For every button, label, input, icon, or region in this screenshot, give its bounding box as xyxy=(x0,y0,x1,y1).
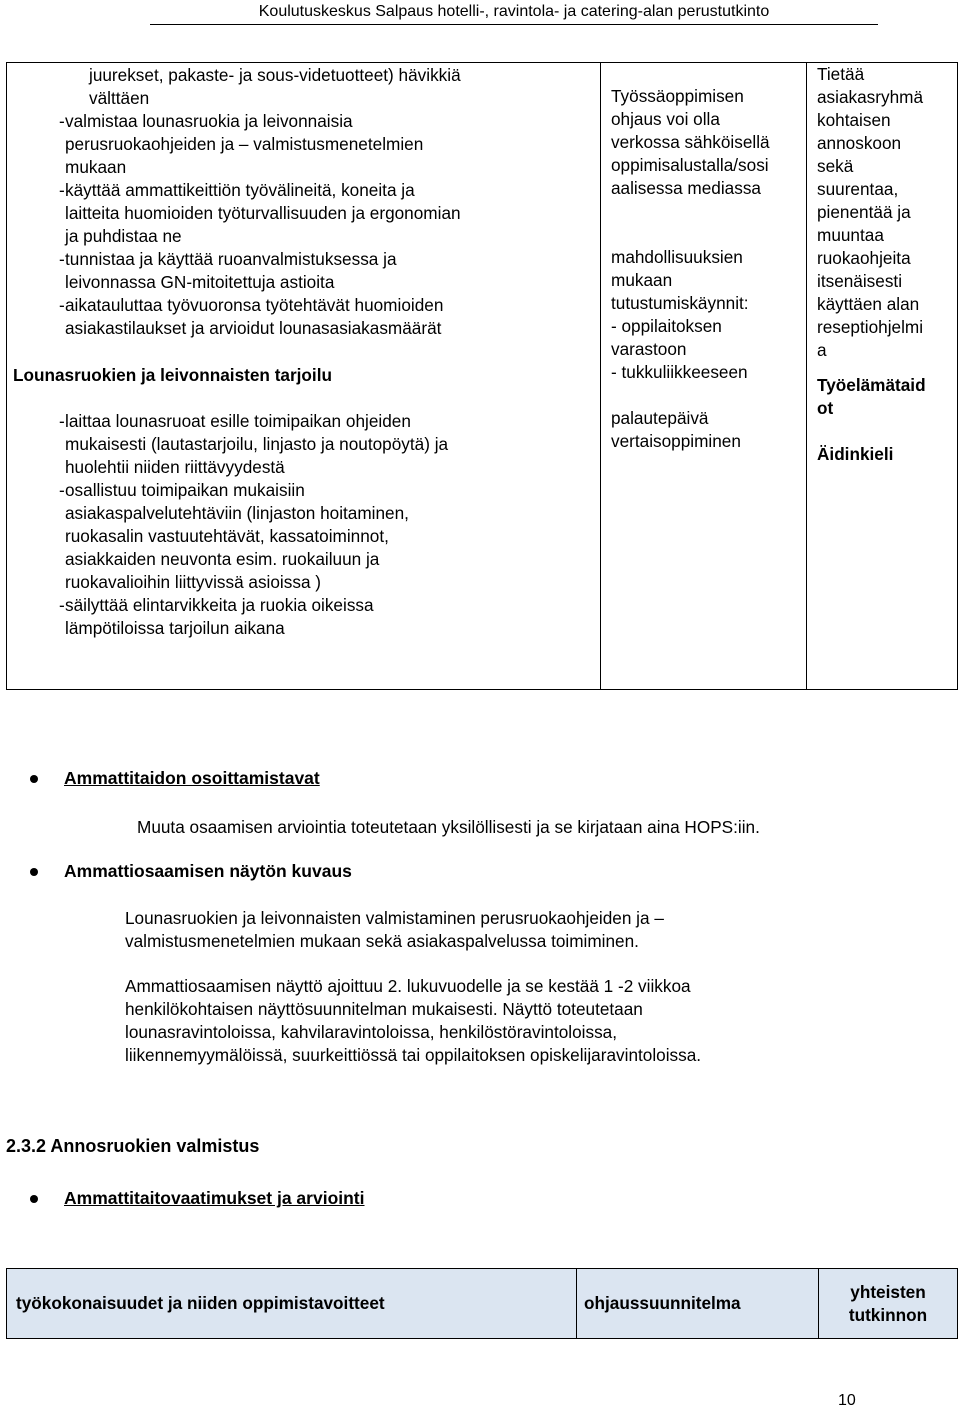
intro-text: juurekset, pakaste- ja sous-videtuotteet) hävikkiä välttäen xyxy=(89,65,461,108)
common-skills-cell xyxy=(807,63,958,690)
guidance-cell xyxy=(601,63,807,690)
list-item: - osallistuu toimipaikan mukaisiin asiakaspalvelutehtäviin (linjaston hoitaminen, ruokasalin vastuutehtävät, kassatoiminnot, asiakkaiden neuvonta esim. ruokailuun ja ruokavalioihin liittyvissä asioissa ) xyxy=(59,480,409,592)
header-cell-common: yhteisten tutkinnon xyxy=(819,1269,958,1339)
skills-block-1: Tietää asiakasryhmä kohtaisen annoskoon sekä suurentaa, pienentää ja muuntaa ruokaohjeita itsenäisesti käyttäen alan reseptiohjelmi a xyxy=(817,64,924,360)
page-header: Koulutuskeskus Salpaus hotelli-, ravintola- ja catering-alan perustutkinto xyxy=(150,0,878,25)
skills-demo-paragraph-1: Lounasruokien ja leivonnaisten valmistaminen perusruokaohjeiden ja – valmistusmenetelmien mukaan sekä asiakaspalvelussa toimiminen. xyxy=(125,908,664,951)
bullet-demonstration-methods: Ammattitaidon osoittamistavat xyxy=(30,768,320,789)
bullet-icon xyxy=(30,775,38,783)
skills-demo-paragraph-2: Ammattiosaamisen näyttö ajoittuu 2. lukuvuodelle ja se kestää 1 -2 viikkoa henkilökohtaisen näyttösuunnitelman mukaisesti. Näyttö toteutetaan lounasravintoloissa, kahvilaravintoloissa, henkilöstöravintoloissa, liikennemyymälöissä, suurkeittiössä tai oppilaitoksen opiskelijaravintoloissa. xyxy=(125,976,702,1065)
bullet-requirements: Ammattitaitovaatimukset ja arviointi xyxy=(30,1188,365,1209)
competence-cell xyxy=(7,63,601,690)
guidance-block-1: Työssäoppimisen ohjaus voi olla verkossa sähköisellä oppimisalustalla/sosi aalisessa mediassa xyxy=(611,86,770,198)
guidance-block-2: mahdollisuuksien mukaan tutustumiskäynnit: - oppilaitoksen varastoon - tukkuliikkeeseen xyxy=(611,247,749,382)
list-item: - säilyttää elintarvikkeita ja ruokia oikeissa lämpötiloissa tarjoilun aikana xyxy=(59,595,374,638)
list-item: - valmistaa lounasruokia ja leivonnaisia perusruokaohjeiden ja – valmistusmenetelmien mukaan xyxy=(59,111,424,177)
header-cell-guidance-plan: ohjaussuunnitelma xyxy=(577,1269,819,1339)
bullet-skills-demo: Ammattiosaamisen näytön kuvaus xyxy=(30,861,352,882)
demonstration-text: Muuta osaamisen arviointia toteutetaan yksilöllisesti ja se kirjataan aina HOPS:iin. xyxy=(137,817,760,837)
header-cell-work-units: työkokonaisuudet ja niiden oppimistavoitteet xyxy=(7,1269,577,1339)
mother-tongue: Äidinkieli xyxy=(817,444,894,464)
list-item: - käyttää ammattikeittiön työvälineitä, koneita ja laitteita huomioiden työturvallisuuden ja ergonomian ja puhdistaa ne xyxy=(59,180,461,246)
section-title: 2.3.2 Annosruokien valmistus xyxy=(6,1136,260,1156)
bullet-icon xyxy=(30,868,38,876)
list-item: - laittaa lounasruoat esille toimipaikan ohjeiden mukaisesti (lautastarjoilu, linjasto ja noutopöytä) ja huolehtii niiden riittävyydestä xyxy=(59,411,449,477)
guidance-block-3: palautepäivä vertaisoppiminen xyxy=(611,408,741,451)
list-item: - aikatauluttaa työvuoronsa työtehtävät huomioiden asiakastilaukset ja arvioidut lounasasiakasmäärät xyxy=(59,295,444,338)
bullet-icon xyxy=(30,1195,38,1203)
curriculum-table xyxy=(6,62,958,690)
page-number: 10 xyxy=(838,1392,856,1409)
list-item: - tunnistaa ja käyttää ruoanvalmistuksessa ja leivonnassa GN-mitoitettuja astioita xyxy=(59,249,397,292)
subheading: Lounasruokien ja leivonnaisten tarjoilu xyxy=(13,365,332,385)
working-life-skills: Työelämätaid ot xyxy=(817,375,926,418)
section-table-header xyxy=(6,1268,958,1339)
